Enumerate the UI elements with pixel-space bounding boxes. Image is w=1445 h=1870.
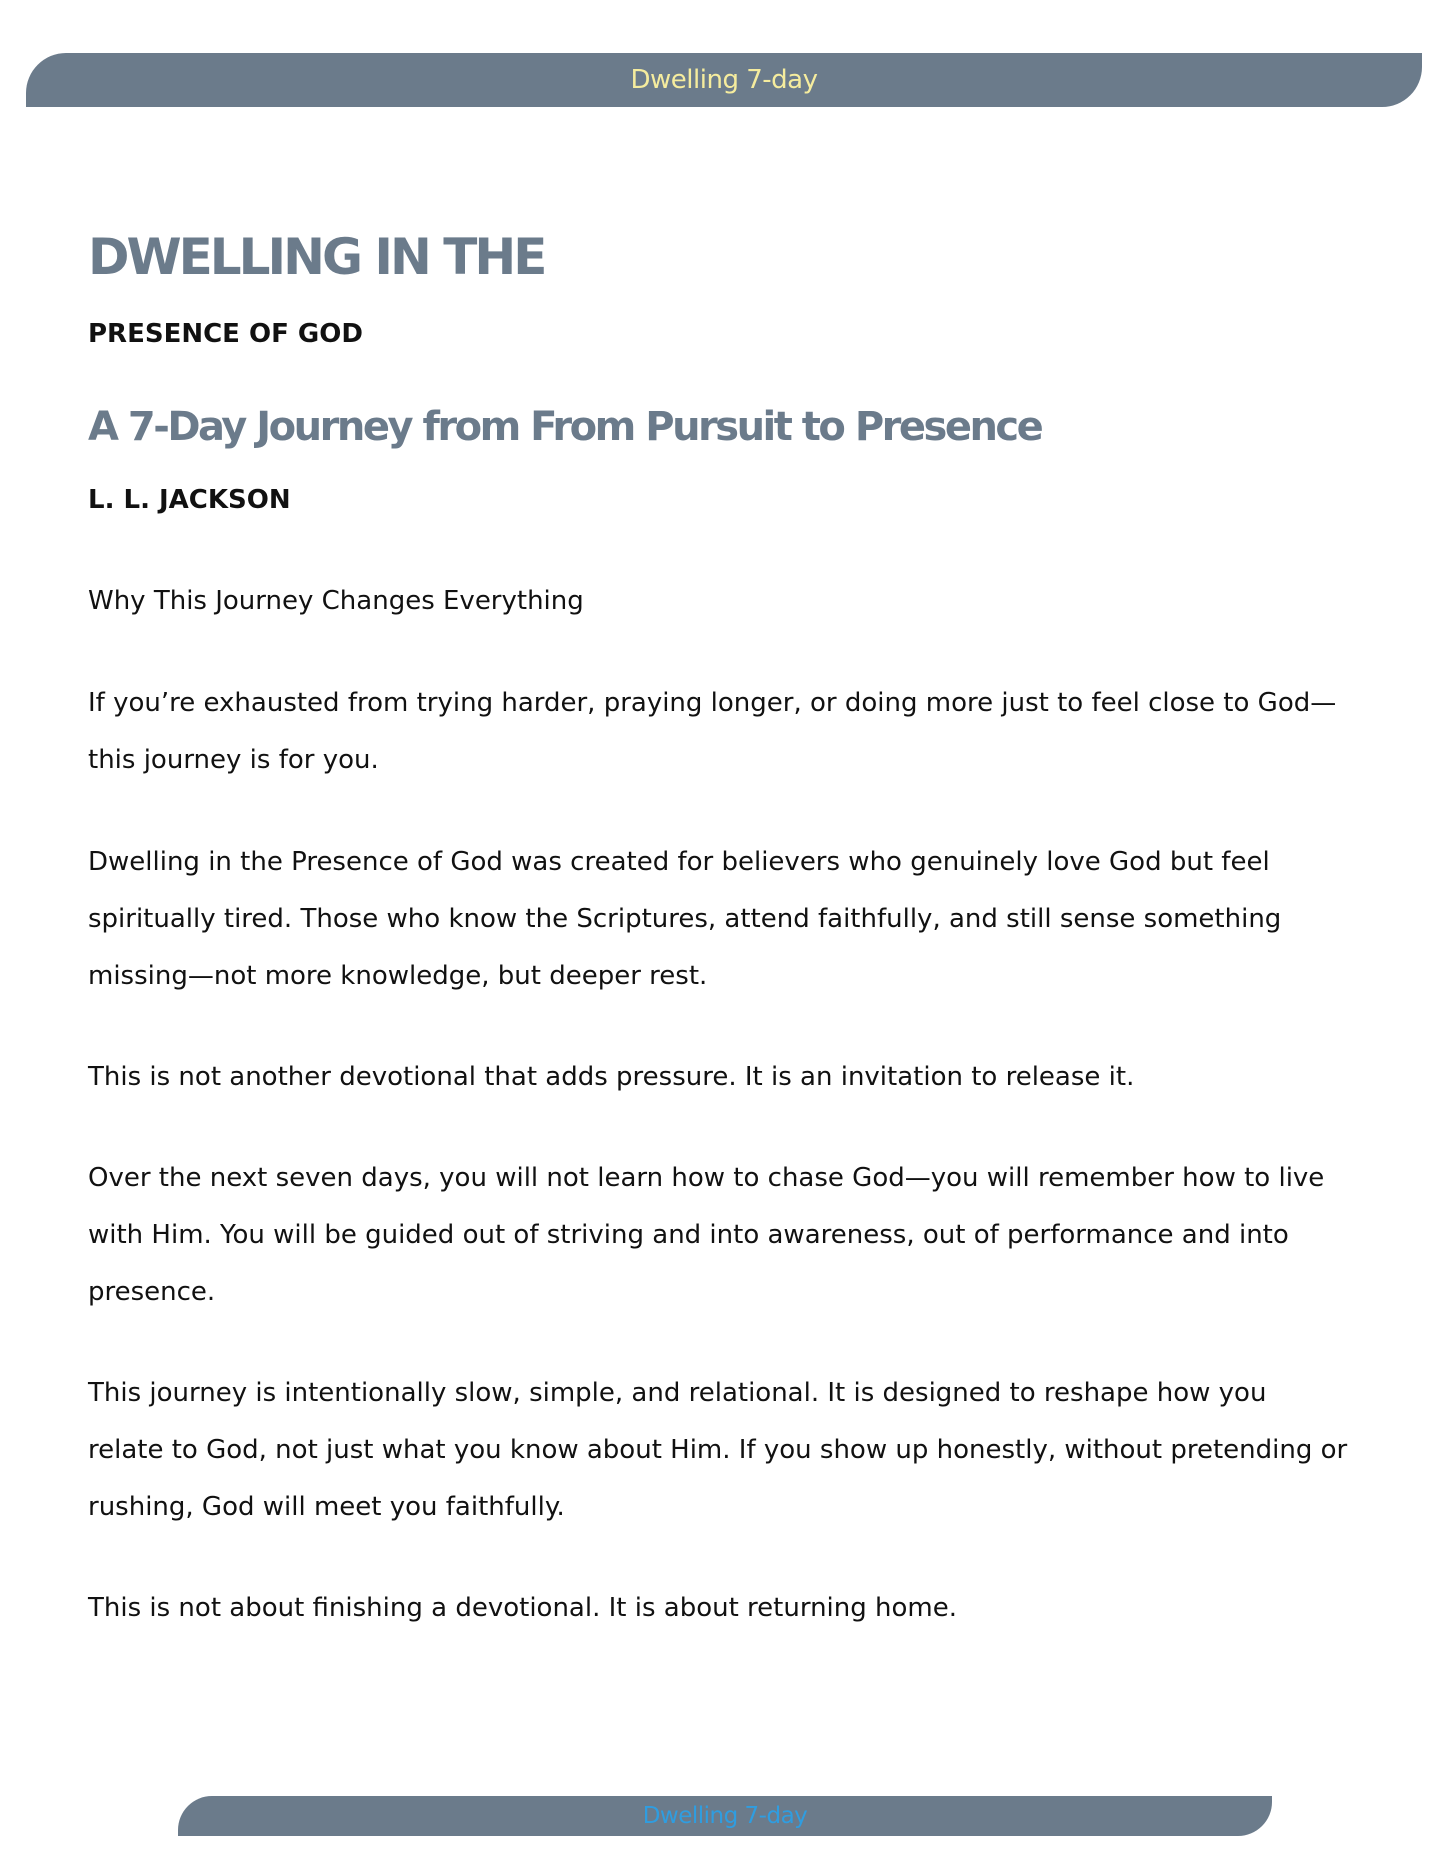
- paragraph-5: This journey is intentionally slow, simple, and relational. It is designed to reshape how you relate to God, not just what you know about Him. If you show up honestly, without pretending or rushing, God will meet you faithfully.: [88, 1378, 1348, 1522]
- paragraph-4: Over the next seven days, you will not learn how to chase God—you will remember how to live with Him. You will be guided out of striving and into awareness, out of performance and into presence.: [88, 1163, 1325, 1307]
- footer-label: Dwelling 7-day: [642, 1803, 808, 1829]
- page-footer-bar: [178, 1796, 1272, 1836]
- page-header-bar: [26, 53, 1422, 107]
- author-name: L. L. JACKSON: [88, 485, 291, 515]
- document-title: DWELLING IN THE: [88, 228, 545, 286]
- paragraph-2: Dwelling in the Presence of God was created for believers who genuinely love God but feel spiritually tired. Those who know the Scriptures, attend faithfully, and still sense something missing—not more knowledge, but deeper rest.: [88, 847, 1282, 991]
- journey-title: A 7-Day Journey from From Pursuit to Presence: [88, 404, 1042, 450]
- paragraph-3: This is not another devotional that adds pressure. It is an invitation to release it.: [88, 1062, 1135, 1092]
- section-heading: Why This Journey Changes Everything: [88, 586, 584, 616]
- document-subtitle: PRESENCE OF GOD: [88, 319, 363, 349]
- header-label: Dwelling 7-day: [630, 65, 818, 95]
- paragraph-1: If you’re exhausted from trying harder, praying longer, or doing more just to feel close to God—this journey is for you.: [88, 688, 1337, 775]
- paragraph-6: This is not about finishing a devotional. It is about returning home.: [88, 1593, 957, 1623]
